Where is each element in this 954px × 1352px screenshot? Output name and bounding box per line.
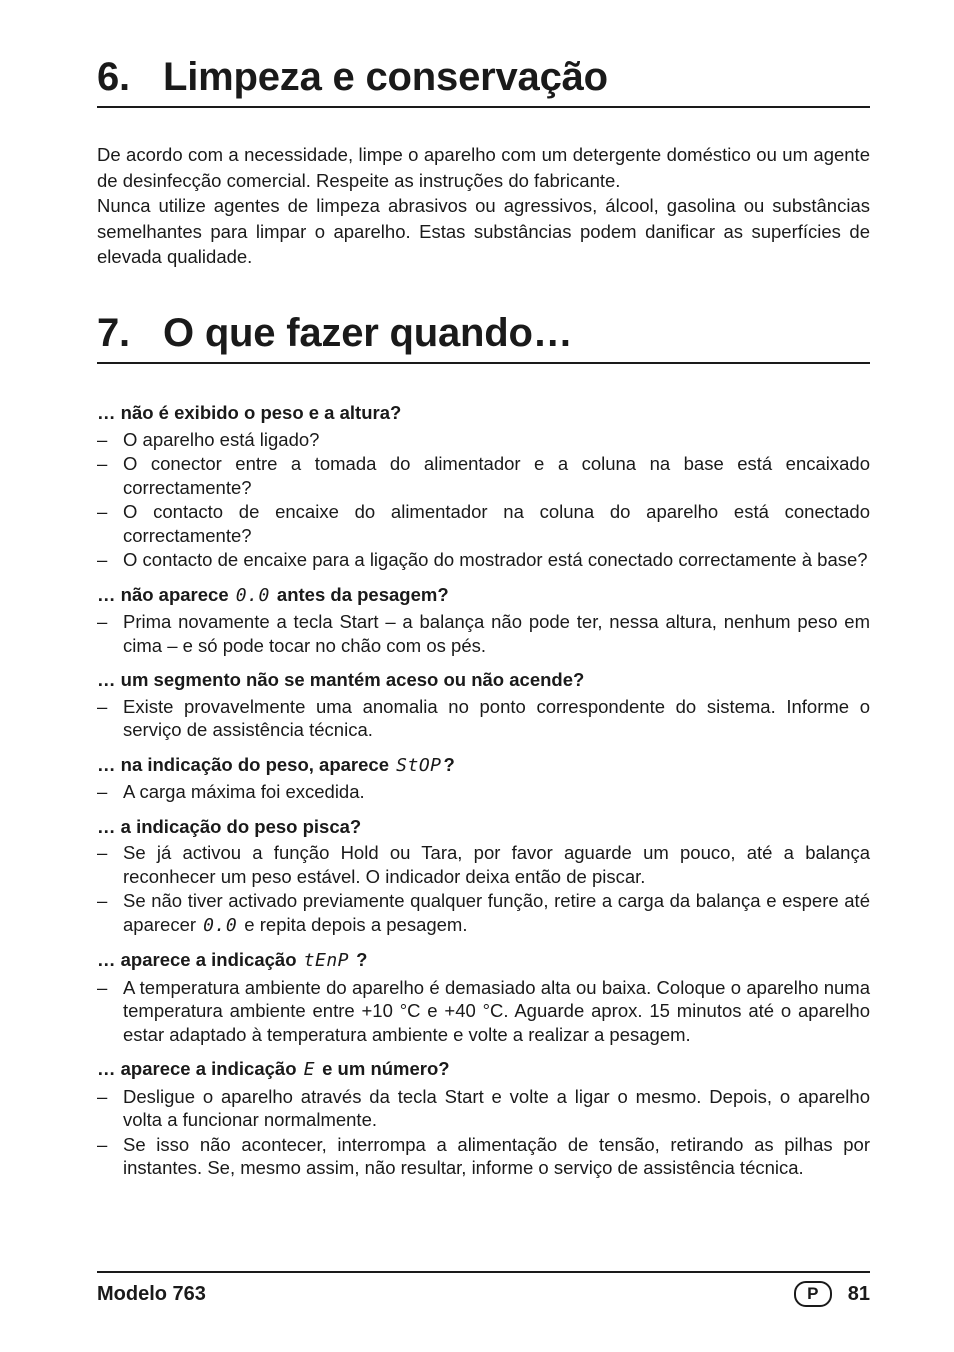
faq-answer: – Prima novamente a tecla Start – a balança não pode ter, nessa altura, nenhum peso em cima – e só pode tocar no chão com os pés. — [97, 610, 870, 657]
faq-answers — [97, 1085, 870, 1180]
question-text: antes da pesagem? — [271, 583, 449, 605]
faq-answer: – Se já activou a função Hold ou Tara, por favor aguarde um pouco, até a balança reconhecer um peso estável. O indicador deixa então de piscar. — [97, 841, 870, 888]
faq-answer: – Desligue o aparelho através da tecla Start e volte a ligar o mesmo. Depois, o aparelho volta a funcionar normalmente. — [97, 1085, 870, 1132]
troubleshooting-list — [97, 401, 870, 1181]
page-footer — [97, 1271, 870, 1307]
paragraph: Nunca utilize agentes de limpeza abrasivos ou agressivos, álcool, gasolina ou substâncias semelhantes para limpar o aparelho. Estas substâncias podem danificar as superfícies de elevada qualidade. — [97, 195, 870, 267]
faq-question — [97, 948, 870, 973]
lcd-display-code: StOP — [396, 754, 442, 776]
section-title: Limpeza e conservação — [163, 55, 608, 99]
lcd-display-code: 0.0 — [203, 914, 238, 936]
footer-right — [794, 1281, 870, 1307]
answer-text: Se não tiver activado previamente qualquer função, retire a carga da balança e espere até aparecer — [123, 890, 870, 935]
faq-answer — [97, 889, 870, 937]
faq-question: … não é exibido o peso e a altura? — [97, 402, 402, 423]
faq-question — [97, 1057, 870, 1082]
language-badge: P — [794, 1281, 832, 1307]
faq-answer: – O conector entre a tomada do alimentador e a coluna na base está encaixado correctamente? — [97, 452, 870, 499]
faq-answers — [97, 976, 870, 1047]
faq-answer: – A temperatura ambiente do aparelho é demasiado alta ou baixa. Coloque o aparelho numa temperatura ambiente entre +10 °C e +40 °C. Aguarde aprox. 15 minutos até o aparelho estar adaptado à temperatura ambiente e volte a realizar a pesagem. — [97, 976, 870, 1047]
question-text: … na indicação do peso, aparece — [97, 753, 395, 775]
faq-answers — [97, 780, 870, 804]
faq-answer: – O contacto de encaixe do alimentador na coluna do aparelho está conectado correctamente? — [97, 500, 870, 547]
question-text: ? — [443, 753, 455, 775]
lcd-display-code: 0.0 — [235, 584, 270, 606]
question-text: ? — [351, 949, 368, 970]
paragraph: De acordo com a necessidade, limpe o aparelho com um detergente doméstico ou um agente de desinfecção comercial. Respeite as instruções do fabricante. — [97, 144, 870, 191]
question-text: … aparece a indicação — [97, 949, 302, 970]
faq-answers — [97, 428, 870, 572]
faq-answer: – O aparelho está ligado? — [97, 428, 870, 452]
faq-question: … a indicação do peso pisca? — [97, 815, 362, 837]
section-title: O que fazer quando… — [163, 311, 573, 355]
model-label: Modelo 763 — [97, 1283, 206, 1305]
lcd-display-code: E — [303, 1059, 315, 1080]
faq-question — [97, 753, 870, 778]
section-6-heading — [97, 54, 870, 108]
faq-answer: – A carga máxima foi excedida. — [97, 780, 870, 804]
section-number: 6. — [97, 55, 130, 99]
faq-answers — [97, 841, 870, 937]
faq-answers — [97, 695, 870, 742]
faq-answers — [97, 610, 870, 657]
lcd-display-code: tEnP — [303, 950, 349, 971]
faq-question — [97, 583, 870, 608]
question-text: … aparece a indicação — [97, 1058, 302, 1079]
answer-text: e repita depois a pesagem. — [239, 913, 468, 935]
section-7-heading — [97, 310, 870, 364]
faq-answer: – Se isso não acontecer, interrompa a alimentação de tensão, retirando as pilhas por instantes. Se, mesmo assim, não resultar, informe o serviço de assistência técnica. — [97, 1133, 870, 1180]
question-text: e um número? — [316, 1058, 450, 1079]
section-number: 7. — [97, 311, 130, 355]
faq-question: … um segmento não se mantém aceso ou não acende? — [97, 669, 585, 690]
page-number: 81 — [847, 1283, 870, 1305]
faq-answer: – O contacto de encaixe para a ligação do mostrador está conectado correctamente à base? — [97, 548, 870, 572]
question-text: … não aparece — [97, 583, 234, 605]
faq-answer: – Existe provavelmente uma anomalia no ponto correspondente do sistema. Informe o serviço de assistência técnica. — [97, 695, 870, 742]
